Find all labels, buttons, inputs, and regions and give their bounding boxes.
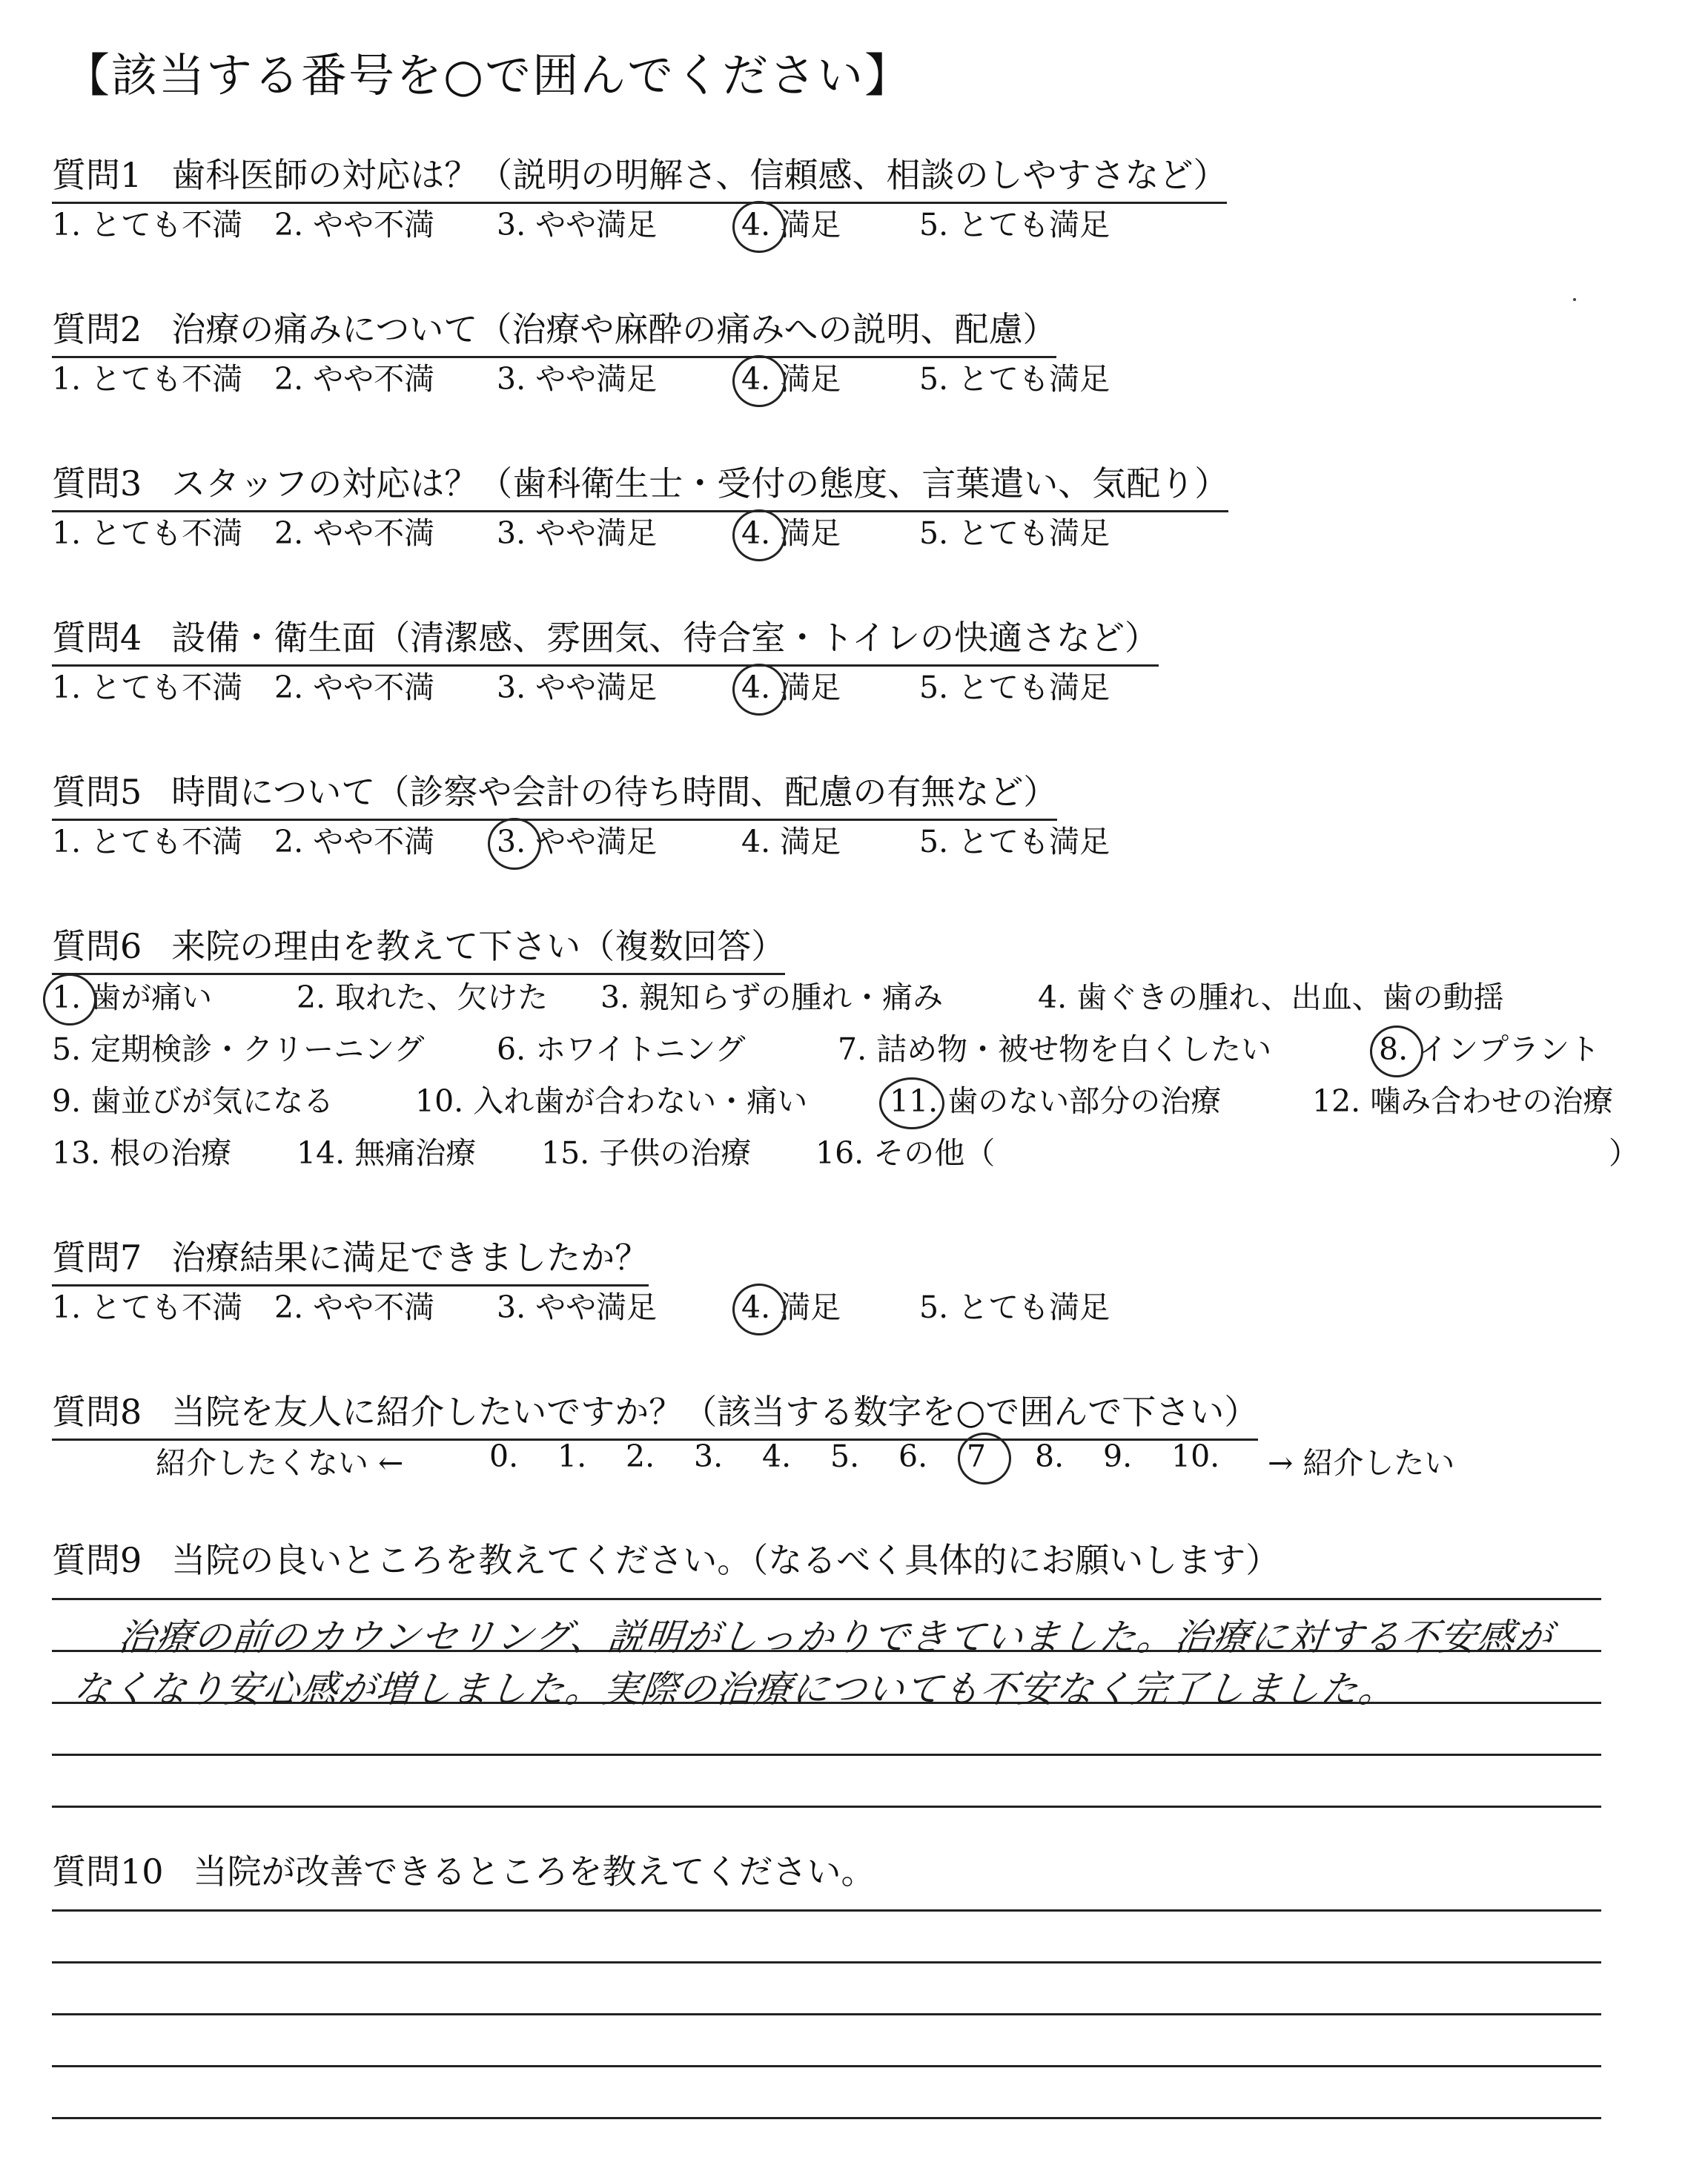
option-number: 3. (600, 980, 630, 1015)
option-number: 13. (52, 1135, 101, 1171)
question-text: 治療の痛みについて（治療や麻酔の痛みへの説明、配慮） (171, 309, 1057, 349)
option-number: 6. (497, 1031, 526, 1067)
question-text: 当院の良いところを教えてください。（なるべく具体的にお願いします） (171, 1540, 1280, 1580)
option-number: 2. (274, 670, 304, 705)
scale-number: 10. (1171, 1439, 1220, 1474)
option-label: やや満足 (526, 670, 658, 705)
answer-option[interactable] (919, 817, 1110, 861)
option-number: 2. (274, 207, 304, 242)
option-label: 歯並びが気になる (81, 1083, 334, 1119)
option-number: 4. (741, 824, 771, 859)
option-number: 16. (815, 1135, 864, 1171)
scale-left-label: 紹介したくない ← (156, 1445, 404, 1481)
option-number: 1. (52, 824, 82, 859)
option-number: 4. (1038, 980, 1068, 1015)
scale-number: 0. (489, 1439, 519, 1474)
reason-option[interactable] (52, 1025, 424, 1069)
option-number: 3. (497, 361, 526, 397)
other-close-paren: ） (1609, 1135, 1639, 1171)
question-heading (52, 1845, 875, 1898)
option-number: 2. (297, 980, 326, 1015)
question-heading (52, 1231, 649, 1287)
answer-option[interactable] (274, 200, 434, 244)
option-label: 満足 (770, 670, 841, 705)
option-number: 3. (497, 1289, 526, 1325)
option-label: とても満足 (948, 670, 1110, 705)
option-label: とても不満 (81, 515, 243, 551)
answer-option[interactable] (741, 663, 841, 707)
scale-number: 4. (762, 1439, 792, 1474)
answer-line (52, 2065, 1601, 2067)
option-number: 1. (52, 980, 82, 1015)
option-label: とても満足 (948, 1289, 1110, 1325)
question-heading (52, 919, 785, 975)
option-label: 歯ぐきの腫れ、出血、歯の動揺 (1067, 980, 1504, 1015)
option-number: 2. (274, 515, 304, 551)
option-number: 4. (741, 361, 771, 397)
answer-option[interactable] (274, 354, 434, 398)
option-label: 取れた、欠けた (325, 980, 549, 1015)
option-number: 1. (52, 670, 82, 705)
option-number: 5. (919, 515, 949, 551)
option-number: 8. (1379, 1031, 1409, 1067)
scale-option[interactable] (694, 1439, 723, 1474)
option-number: 14. (297, 1135, 345, 1171)
reason-option[interactable] (541, 1129, 751, 1172)
answer-option[interactable] (52, 200, 242, 244)
page-title: 【該当する番号を○で囲んでください】 (64, 48, 913, 102)
scan-speck (1573, 298, 1576, 301)
answer-option[interactable] (919, 509, 1110, 552)
answer-option[interactable] (52, 509, 242, 552)
answer-line (52, 1806, 1601, 1808)
question-text: 時間について（診察や会計の待ち時間、配慮の有無など） (171, 772, 1058, 812)
option-number: 7. (838, 1031, 867, 1067)
option-label: 入れ歯が合わない・痛い (463, 1083, 808, 1119)
question-number: 質問4 (52, 618, 142, 658)
option-number: 15. (541, 1135, 590, 1171)
option-label: やや不満 (303, 361, 435, 397)
option-label: やや満足 (526, 824, 658, 859)
answer-option[interactable] (497, 509, 657, 552)
question-number: 質問8 (52, 1392, 142, 1432)
scale-option[interactable] (1035, 1439, 1064, 1474)
question-text: 歯科医師の対応は？（説明の明解さ、信頼感、相談のしやすさなど） (171, 155, 1228, 195)
answer-option[interactable] (52, 817, 242, 861)
scale-number: 2. (626, 1439, 655, 1474)
option-number: 5. (919, 670, 949, 705)
option-label: とても不満 (81, 824, 243, 859)
option-number: 2. (274, 1289, 304, 1325)
question-number: 質問6 (52, 926, 142, 966)
reason-option[interactable] (815, 1129, 995, 1172)
option-label: とても満足 (948, 361, 1110, 397)
option-label: とても不満 (81, 361, 243, 397)
option-label: 満足 (770, 515, 841, 551)
option-label: やや満足 (526, 1289, 658, 1325)
option-label: やや不満 (303, 824, 435, 859)
scale-option[interactable] (1103, 1439, 1132, 1474)
answer-line (52, 2013, 1601, 2015)
option-number: 5. (52, 1031, 82, 1067)
option-number: 3. (497, 670, 526, 705)
question-heading (52, 1385, 1258, 1441)
question-heading (52, 303, 1056, 358)
scale-option[interactable] (830, 1439, 859, 1474)
scale-option[interactable] (1171, 1439, 1219, 1474)
option-label: 定期検診・クリーニング (81, 1031, 425, 1067)
option-number: 1. (52, 207, 82, 242)
reason-option[interactable] (838, 1025, 1271, 1069)
option-number: 3. (497, 515, 526, 551)
option-label: やや不満 (303, 670, 435, 705)
option-label: 満足 (770, 1289, 841, 1325)
question-text: 治療結果に満足できましたか？ (171, 1238, 649, 1278)
answer-option[interactable] (52, 1283, 242, 1327)
question-text: 設備・衛生面（清潔感、雰囲気、待合室・トイレの快適さなど） (171, 618, 1159, 658)
option-label: 根の治療 (100, 1135, 232, 1171)
question-heading (52, 457, 1228, 512)
option-label: 満足 (770, 207, 841, 242)
option-number: 2. (274, 824, 304, 859)
scale-right-label: → 紹介したい (1268, 1445, 1455, 1481)
option-number: 5. (919, 207, 949, 242)
option-label: とても満足 (948, 515, 1110, 551)
option-label: ホワイトニング (526, 1031, 746, 1067)
answer-option[interactable] (497, 1283, 657, 1327)
reason-option[interactable] (297, 1129, 476, 1172)
answer-option[interactable] (52, 663, 242, 707)
answer-option[interactable] (52, 354, 242, 398)
option-label: その他（ (864, 1135, 996, 1171)
option-number: 3. (497, 824, 526, 859)
question-number: 質問3 (52, 463, 142, 503)
handwritten-answer: なくなり安心感が増しました。実際の治療についても不安なく完了しました。 (71, 1668, 1399, 1711)
scale-number: 5. (830, 1439, 860, 1474)
option-number: 9. (52, 1083, 82, 1119)
option-label: やや満足 (526, 207, 658, 242)
option-number: 5. (919, 824, 949, 859)
option-number: 12. (1312, 1083, 1361, 1119)
option-number: 4. (741, 207, 771, 242)
reason-option[interactable] (1038, 973, 1504, 1017)
option-number: 2. (274, 361, 304, 397)
answer-option[interactable] (741, 1283, 841, 1327)
reason-option[interactable] (1312, 1077, 1613, 1120)
question-number: 質問1 (52, 155, 142, 195)
reason-option[interactable] (890, 1077, 1221, 1120)
question-heading (52, 611, 1159, 667)
option-number: 11. (890, 1083, 939, 1119)
answer-line (52, 1598, 1601, 1600)
scale-option[interactable] (489, 1439, 518, 1474)
answer-option[interactable] (741, 200, 841, 244)
scale-number: 3. (694, 1439, 724, 1474)
answer-option[interactable] (497, 663, 657, 707)
option-label: 噛み合わせの治療 (1360, 1083, 1614, 1119)
scale-option[interactable] (967, 1439, 986, 1474)
option-label: とても不満 (81, 1289, 243, 1325)
option-number: 1. (52, 1289, 82, 1325)
option-number: 4. (741, 515, 771, 551)
scale-number: 6. (898, 1439, 928, 1474)
option-label: 子供の治療 (589, 1135, 752, 1171)
option-number: 3. (497, 207, 526, 242)
question-text: スタッフの対応は？（歯科衛生士・受付の態度、言葉遣い、気配り） (171, 463, 1229, 503)
answer-option[interactable] (497, 817, 657, 861)
reason-option[interactable] (297, 973, 548, 1017)
option-number: 5. (919, 361, 949, 397)
scale-option[interactable] (898, 1439, 927, 1474)
scale-number: 9. (1103, 1439, 1133, 1474)
answer-option[interactable] (497, 354, 657, 398)
reason-option[interactable] (600, 973, 943, 1017)
option-label: やや満足 (526, 361, 658, 397)
option-label: 詰め物・被せ物を白くしたい (867, 1031, 1272, 1067)
question-number: 質問7 (52, 1238, 142, 1278)
answer-option[interactable] (741, 817, 841, 861)
question-text: 当院が改善できるところを教えてください。 (193, 1852, 875, 1892)
scale-number: 7 (967, 1439, 987, 1474)
question-number: 質問9 (52, 1540, 142, 1580)
option-label: 歯が痛い (81, 980, 213, 1015)
answer-line (52, 1961, 1601, 1964)
question-text: 当院を友人に紹介したいですか？（該当する数字を○で囲んで下さい） (171, 1392, 1259, 1432)
answer-option[interactable] (274, 663, 434, 707)
option-number: 4. (741, 1289, 771, 1325)
answer-option[interactable] (274, 1283, 434, 1327)
answer-option[interactable] (741, 509, 841, 552)
answer-option[interactable] (919, 1283, 1110, 1327)
answer-option[interactable] (274, 509, 434, 552)
answer-line (52, 1754, 1601, 1756)
option-label: インプラント (1408, 1031, 1601, 1067)
answer-option[interactable] (919, 663, 1110, 707)
question-heading (52, 1533, 1280, 1587)
option-label: やや満足 (526, 515, 658, 551)
option-label: とても不満 (81, 670, 243, 705)
handwritten-answer: 治療の前のカウンセリング、説明がしっかりできていました。治療に対する不安感が (116, 1616, 1555, 1659)
option-number: 1. (52, 515, 82, 551)
answer-option[interactable] (741, 354, 841, 398)
option-label: やや不満 (303, 207, 435, 242)
reason-option[interactable] (1379, 1025, 1600, 1069)
answer-option[interactable] (919, 200, 1110, 244)
option-label: とても満足 (948, 207, 1110, 242)
answer-option[interactable] (497, 200, 657, 244)
scale-option[interactable] (762, 1439, 791, 1474)
option-label: とても不満 (81, 207, 243, 242)
option-label: 歯のない部分の治療 (938, 1083, 1222, 1119)
option-label: 満足 (770, 361, 841, 397)
option-label: 満足 (770, 824, 841, 859)
reason-option[interactable] (52, 973, 212, 1017)
option-number: 4. (741, 670, 771, 705)
question-number: 質問2 (52, 309, 142, 349)
answer-option[interactable] (919, 354, 1110, 398)
question-number: 質問10 (52, 1852, 164, 1892)
option-label: やや不満 (303, 515, 435, 551)
scale-option[interactable] (557, 1439, 586, 1474)
question-text: 来院の理由を教えて下さい（複数回答） (171, 926, 786, 966)
answer-line (52, 1909, 1601, 1912)
answer-option[interactable] (274, 817, 434, 861)
option-label: 無痛治療 (345, 1135, 477, 1171)
option-number: 5. (919, 1289, 949, 1325)
answer-line (52, 2117, 1601, 2119)
scale-number: 1. (557, 1439, 587, 1474)
reason-option[interactable] (415, 1077, 807, 1120)
reason-option[interactable] (52, 1077, 334, 1120)
option-label: とても満足 (948, 824, 1110, 859)
question-heading (52, 148, 1227, 204)
option-number: 10. (415, 1083, 464, 1119)
reason-option[interactable] (497, 1025, 745, 1069)
option-label: 親知らずの腫れ・痛み (629, 980, 944, 1015)
question-number: 質問5 (52, 772, 142, 812)
scale-number: 8. (1035, 1439, 1065, 1474)
scale-option[interactable] (626, 1439, 655, 1474)
question-heading (52, 765, 1057, 821)
reason-option[interactable] (52, 1129, 231, 1172)
option-label: やや不満 (303, 1289, 435, 1325)
option-number: 1. (52, 361, 82, 397)
